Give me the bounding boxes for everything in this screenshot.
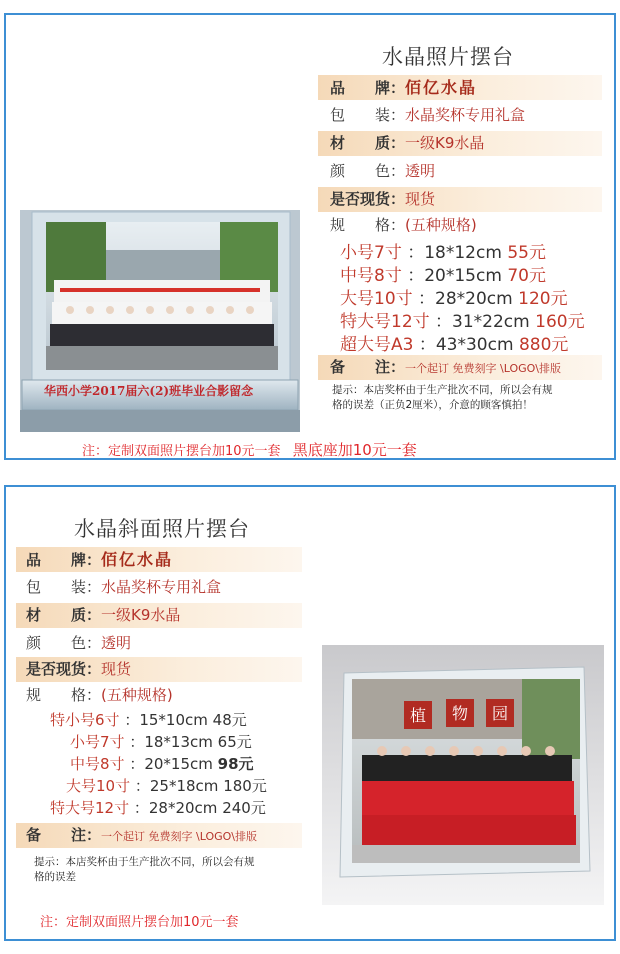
product-panel-crystal-photo-stand <box>4 13 616 460</box>
footer-note-a: 注：定制双面照片摆台加10元一套 <box>82 444 281 459</box>
size-item <box>340 238 546 263</box>
spec-row-brand <box>330 75 477 100</box>
size-item <box>50 797 266 818</box>
size-dims: ：25*18cm <box>134 777 219 795</box>
size-price: 98元 <box>217 755 254 773</box>
size-name: 小号7寸 <box>70 733 125 751</box>
size-dims: ：15*10cm <box>124 711 208 729</box>
spec-value: 水晶奖杯专用礼盒 <box>405 106 526 124</box>
spec-row-package <box>26 575 221 600</box>
size-name: 小号7寸 <box>340 243 402 263</box>
spec-label: 包 装： <box>330 106 406 124</box>
tip-text: 提示：本店奖杯由于生产批次不同，所以会有规格的误差 <box>34 856 255 883</box>
spec-row-sizes <box>26 683 173 708</box>
size-price: 180元 <box>223 777 267 795</box>
spec-value: 一级K9水晶 <box>405 134 485 152</box>
spec-row-material <box>330 131 484 156</box>
spec-label: 颜 色： <box>330 162 406 180</box>
spec-value: 现货 <box>101 660 132 678</box>
panel-title: 水晶照片摆台 <box>382 45 514 69</box>
tip-text: 提示：本店奖杯由于生产批次不同，所以会有规格的误差（正负2厘米），介意的顾客慎拍！ <box>332 384 553 411</box>
size-name: 大号10寸 <box>340 289 413 309</box>
size-name: 特大号12寸 <box>340 312 430 332</box>
spec-label: 包 装： <box>26 578 102 596</box>
size-price: 240元 <box>222 799 266 817</box>
spec-row-package <box>330 103 525 128</box>
spec-label: 颜 色： <box>26 634 102 652</box>
footer-note-a: 注：定制双面照片摆台加10元一套 <box>40 915 239 930</box>
size-price: 65元 <box>217 733 252 751</box>
spec-label: 是否现货： <box>26 660 102 678</box>
spec-row-brand <box>26 547 173 572</box>
spec-label: 材 质： <box>330 134 406 152</box>
size-price: 120元 <box>518 289 568 309</box>
photo-sign-char: 植 <box>409 706 426 725</box>
size-name: 中号8寸 <box>70 755 125 773</box>
size-item <box>70 731 252 752</box>
photo-sign-char: 物 <box>451 704 468 723</box>
size-item <box>340 330 568 355</box>
product-photo <box>20 210 300 432</box>
spec-label: 品 牌： <box>330 79 406 97</box>
size-name: 大号10寸 <box>66 777 131 795</box>
photo-caption: 华西小学2017届六(2)班毕业合影留念 <box>44 384 254 398</box>
spec-value: 一级K9水晶 <box>101 606 181 624</box>
size-dims: ：28*20cm <box>418 289 513 309</box>
size-price: 70元 <box>507 266 546 286</box>
spec-row-color <box>330 159 435 184</box>
spec-label: 规 格： <box>330 216 406 234</box>
size-price: 880元 <box>518 335 569 355</box>
spec-value: (五种规格) <box>405 216 477 234</box>
spec-value: 透明 <box>101 634 132 652</box>
size-price: 55元 <box>507 243 546 263</box>
product-panel-crystal-slanted-photo-stand <box>4 485 616 941</box>
footer-note <box>82 439 417 460</box>
size-dims: ：43*30cm <box>418 335 514 355</box>
size-name: 中号8寸 <box>340 266 402 286</box>
size-dims: ：20*15cm <box>407 266 502 286</box>
size-item <box>340 284 568 309</box>
spec-value: 一个起订 免费刻字 \LOGO\排版 <box>101 830 257 843</box>
size-dims: ：18*13cm <box>129 733 213 751</box>
spec-row-color <box>26 631 131 656</box>
spec-label: 备 注： <box>26 826 102 844</box>
spec-label: 品 牌： <box>26 551 102 569</box>
spec-value: 透明 <box>405 162 436 180</box>
size-item <box>340 307 585 332</box>
size-dims: ：20*15cm <box>129 755 213 773</box>
panel-title: 水晶斜面照片摆台 <box>74 517 250 541</box>
footer-note-b: 黑底座加10元一套 <box>292 441 417 459</box>
photo-sign-char: 园 <box>491 704 508 723</box>
spec-label: 备 注： <box>330 358 406 376</box>
spec-value: 水晶奖杯专用礼盒 <box>101 578 222 596</box>
size-item <box>50 709 247 730</box>
size-name: 特小号6寸 <box>50 711 120 729</box>
size-item <box>70 753 254 774</box>
spec-row-remark <box>330 355 561 380</box>
size-item <box>66 775 267 796</box>
size-price: 48元 <box>212 711 247 729</box>
size-name: 超大号A3 <box>340 335 414 355</box>
spec-value: (五种规格) <box>101 686 173 704</box>
product-photo <box>322 645 604 905</box>
spec-label: 规 格： <box>26 686 102 704</box>
spec-row-remark <box>26 823 257 848</box>
spec-value: 一个起订 免费刻字 \LOGO\排版 <box>405 362 561 375</box>
spec-row-sizes <box>330 213 477 238</box>
size-dims: ：18*12cm <box>407 243 502 263</box>
size-dims: ：28*20cm <box>133 799 218 817</box>
crystal-slanted-stand-image <box>322 645 604 905</box>
spec-value: 佰亿水晶 <box>101 550 174 569</box>
size-item <box>340 261 546 286</box>
footer-note <box>40 911 239 930</box>
spec-row-material <box>26 603 180 628</box>
size-dims: ：31*22cm <box>435 312 530 332</box>
size-price: 160元 <box>535 312 585 332</box>
spec-row-stock <box>26 657 131 682</box>
size-name: 特大号12寸 <box>50 799 130 817</box>
spec-value: 现货 <box>405 190 436 208</box>
spec-value: 佰亿水晶 <box>405 78 478 97</box>
spec-label: 是否现货： <box>330 190 406 208</box>
spec-label: 材 质： <box>26 606 102 624</box>
spec-row-stock <box>330 187 435 212</box>
